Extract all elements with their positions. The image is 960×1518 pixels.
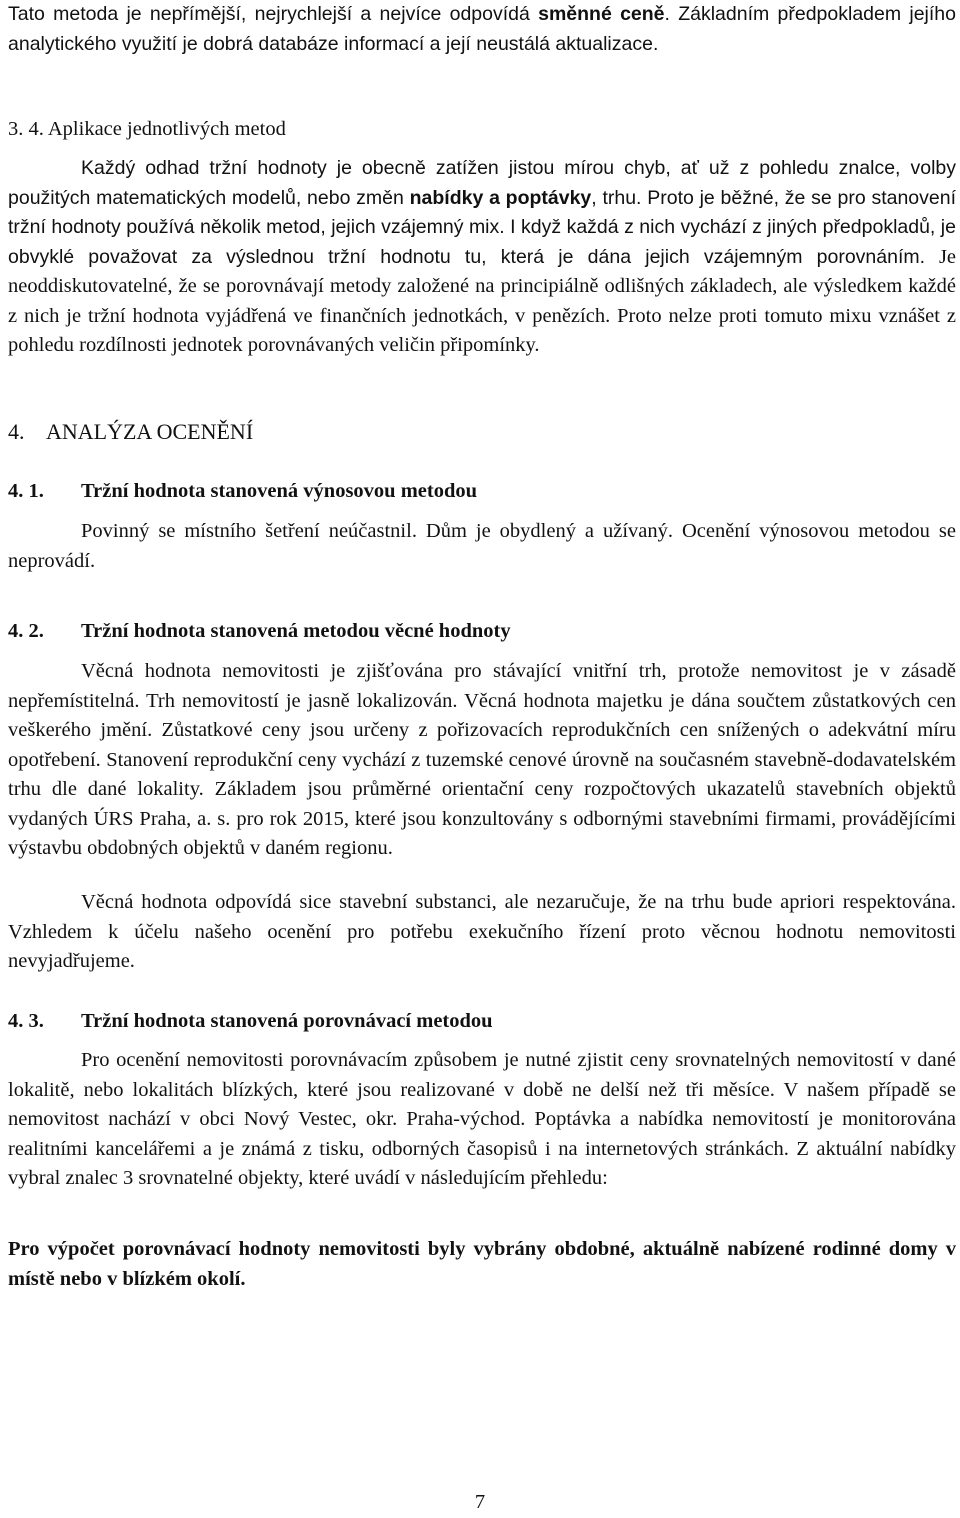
section-4-2-heading <box>8 617 511 647</box>
chapter-number: 4. <box>8 419 25 444</box>
section-title: Tržní hodnota stanovená metodou věcné hodnoty <box>81 620 511 642</box>
intro-paragraph <box>8 0 956 59</box>
section-number: 4. 2. <box>8 620 44 642</box>
chapter-title: ANALÝZA OCENĚNÍ <box>46 419 254 444</box>
intro-text-tail: . Základním předpokladem jejího analytického využití je dobrá databáze informací a její neustálá aktualizace. <box>8 3 956 55</box>
paragraph-bold-text: nabídky a poptávky <box>409 186 592 209</box>
paragraph-text: Každý odhad tržní hodnoty je obecně zatížen jistou mírou chyb, ať už z pohledu znalce, volby použitých matematických modelů, nebo změn <box>8 157 956 209</box>
section-4-3-bold-paragraph: Pro výpočet porovnávací hodnoty nemovitosti byly vybrány obdobné, aktuálně nabízené rodinné domy v místě nebo v blízkém okolí. <box>8 1238 956 1290</box>
section-number: 4. 3. <box>8 1010 44 1032</box>
section-number: 3. 4. <box>8 118 44 140</box>
chapter-4-heading <box>8 417 253 447</box>
section-number: 4. 1. <box>8 480 44 502</box>
intro-bold-text: směnné ceně <box>538 3 665 25</box>
paragraph-text-serif: Je neoddiskutovatelné, že se porovnávají metody založené na principiálně odlišných základech, ale výsledkem každé z nich je tržní hodnota vyjádřená ve finančních jednotkách, v penězích. Proto nelze proti tomuto mixu vznášet z pohledu rozdílnosti jednotek porovnávaných veličin připomínky. <box>8 245 957 356</box>
section-3-4-heading <box>8 115 286 145</box>
section-4-1-paragraph: Povinný se místního šetření neúčastnil. Dům je obydlený a užívaný. Ocenění výnosovou metodou se neprovádí. <box>8 520 956 572</box>
intro-text: Tato metoda je nepřímější, nejrychlejší a nejvíce odpovídá <box>8 3 539 25</box>
section-4-2-paragraph-2: Věcná hodnota odpovídá sice stavební substanci, ale nezaručuje, že na trhu bude apriori respektována. Vzhledem k účelu našeho ocenění pro potřebu exekučního řízení proto věcnou hodnotu nemovitosti nevyjadřujeme. <box>8 891 956 972</box>
section-4-3-paragraph: Pro ocenění nemovitosti porovnávacím způsobem je nutné zjistit ceny srovnatelných nemovitostí v dané lokalitě, nebo lokalitách blízkých, které jsou realizované v době ne delší než tři měsíce. V našem případě se nemovitost nachází v obci Nový Vestec, okr. Praha-východ. Poptávka a nabídka nemovitostí je monitorována realitními kancelářemi a je známá z tisku, odborných časopisů i na internetových stránkách. Z aktuální nabídky vybral znalec 3 srovnatelné objekty, které uvádí v následujícím přehledu: <box>8 1049 956 1189</box>
paragraph-text-cont: , trhu. Proto je běžné, že se pro stanovení tržní hodnoty používá několik metod, jejich vzájemný mix. I když každá z nich vychází z jiných předpokladů, je obvyklé považovat za výslednou tržní hodnotu tu, která je dána jejich vzájemným porovnáním. <box>8 186 957 268</box>
section-4-3-heading <box>8 1007 493 1037</box>
section-title: Tržní hodnota stanovená výnosovou metodou <box>81 480 478 502</box>
section-title: Tržní hodnota stanovená porovnávací metodou <box>81 1010 493 1032</box>
section-4-2-paragraph-1: Věcná hodnota nemovitosti je zjišťována pro stávající vnitřní trh, protože nemovitost je v zásadě nepřemístitelná. Trh nemovitostí je jasně lokalizován. Věcná hodnota majetku je dána součtem zůstatkových cen veškerého jmění. Zůstatkové ceny jsou určeny z pořizovacích reprodukčních cen snížených o adekvátní míru opotřebení. Stanovení reprodukční ceny vychází z tuzemské cenové úrovně na současném stavebně-dodavatelském trhu dle dané lokality. Základem jsou průměrné orientační ceny rozpočtových ukazatelů stavebních objektů vydaných ÚRS Praha, a. s. pro rok 2015, které jsou konzultovány s odbornými stavebními firmami, provádějícími výstavbu obdobných objektů v daném regionu. <box>8 660 956 859</box>
section-4-1-heading <box>8 477 477 507</box>
page-number: 7 <box>474 1491 486 1513</box>
section-title: Aplikace jednotlivých metod <box>47 118 286 140</box>
section-3-4-paragraph <box>8 154 956 361</box>
